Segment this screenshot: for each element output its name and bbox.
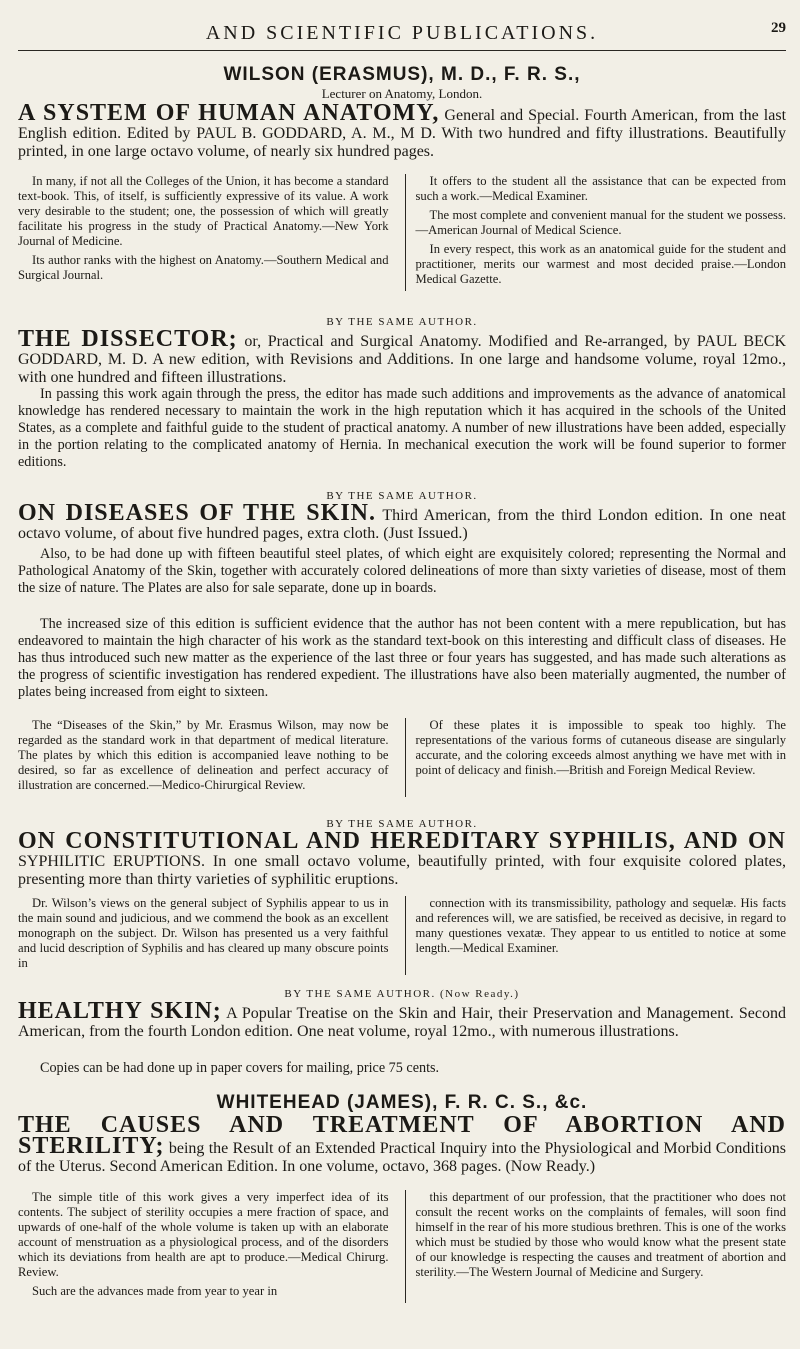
entry-abortion-sterility [18, 1112, 786, 1176]
review-text: Of these plates it is impossible to speak too highly. The representations of the various forms of cutaneous disease are singularly accurate, and the coloring exceeds almost anything we have met with in point of delicacy and finish.—British and Foreign Medical Review. [415, 718, 786, 777]
reviews-left-column [18, 1190, 389, 1303]
entry-syphilis [18, 828, 786, 889]
entry-diseases-skin-heading: ON DISEASES OF THE SKIN. [18, 500, 376, 526]
reviews-right-column [405, 174, 787, 291]
reviews-left-column [18, 174, 389, 291]
entry-dissector-text: or, Practical and Surgical Anatomy. Modified and Re-arranged, by PAUL BECK GODDARD, M. D. A new edition, with Revisions and Additions. In one large and handsome volume, royal 12mo., with one hundred and fifteen illustrations. [18, 333, 786, 386]
review-text: The simple title of this work gives a very imperfect idea of its contents. The subject of sterility occupies a mere fraction of space, and upwards of one-half of the whole volume is taken up with an elaborate account of menstruation as a physiological process, and of the disorders which its deviations from health are apt to produce.—Medical Chirurg. Review. [18, 1190, 389, 1279]
book-catalog-page [18, 0, 786, 1349]
entry-healthy-skin [18, 998, 786, 1041]
reviews-left-column [18, 896, 389, 975]
entry-diseases-skin [18, 500, 787, 543]
entry-diseases-skin-plates: Also, to be had done up with fifteen beautiful steel plates, of which eight are exquisitely colored; representing the Normal and Pathological Anatomy of the Skin, together with accurately colored delineations of more than sixty varieties of disease, most of them the size of nature. The Plates are also for sale separate, done up in boards. [18, 546, 786, 596]
author-whitehead-name: WHITEHEAD (JAMES), F. R. C. S., &c. [216, 1092, 588, 1113]
running-head [18, 14, 786, 51]
review-text: this department of our profession, that the practitioner who does not consult the recent works on the complaints of females, will soon find himself in the rear of his more studious brethren. This is one of the works which must be studied by those who would know what the present state of our knowledge is respecting the causes and treatment of abortion and sterility.—The Western Journal of Medicine and Surgery. [415, 1190, 786, 1279]
review-text: Such are the advances made from year to year in [32, 1284, 278, 1298]
review-text: In every respect, this work as an anatomical guide for the student and practitioner, merits our warmest and most decided praise.—London Medical Gazette. [415, 242, 786, 286]
reviews-left-column [18, 718, 389, 797]
page-number: 29 [771, 20, 786, 36]
reviews-abortion-sterility [18, 1190, 786, 1303]
entry-abortion-sterility-text: being the Result of an Extended Practical Inquiry into the Physiological and Morbid Conditions of the Uterus. Second American Edition. In one volume, octavo, 368 pages. (Now Ready.) [18, 1140, 786, 1175]
review-text: It offers to the student all the assistance that can be expected from such a work.—Medical Examiner. [415, 174, 786, 203]
reviews-right-column [405, 896, 787, 975]
review-text: Dr. Wilson’s views on the general subject of Syphilis appear to us in the main sound and judicious, and we commend the book as an excellent monograph on the subject. Dr. Wilson has presented us a very faithful and lucid description of Syphilis and has cleared up many obscure points in [18, 896, 389, 970]
entry-abortion-sterility-heading: THE CAUSES AND TREATMENT OF ABORTION AND STERILITY; [18, 1112, 786, 1159]
entry-diseases-skin-text: Third American, from the third London edition. In one neat octavo volume, of about five hundred pages, extra cloth. (Just Issued.) [18, 507, 787, 542]
entry-dissector [18, 326, 786, 387]
entry-dissector-heading: THE DISSECTOR; [18, 326, 238, 352]
entry-dissector-description: In passing this work again through the press, the editor has made such additions and improvements as the advance of anatomical knowledge has rendered necessary to maintain the work in the high reputation which it has acquired in the schools of the United States, as a complete and faithful guide to the student of practical anatomy. A number of new illustrations have been added, especially in the portion relating to the complicated anatomy of Hernia. In mechanical execution the work will be found superior to former editions. [18, 386, 786, 470]
reviews-syphilis [18, 896, 786, 975]
entry-healthy-skin-text: A Popular Treatise on the Skin and Hair, their Preservation and Management. Second American, from the fourth London edition. One neat volume, royal 12mo., with numerous illustrations. [18, 1005, 786, 1040]
section-divider: BY THE SAME AUTHOR. [326, 316, 478, 328]
section-divider: BY THE SAME AUTHOR. [326, 818, 478, 830]
section-divider: BY THE SAME AUTHOR. [326, 490, 478, 502]
entry-diseases-skin-description: The increased size of this edition is sufficient evidence that the author has not been content with a mere republication, but has endeavored to maintain the high character of his work as the standard text-book on this interesting and difficult class of diseases. He has thus introduced such new matter as the experience of the last three or four years has suggested, and has made such alterations as the progress of scientific investigation has rendered expedient. The illustrations have also been materially augmented, the number of plates being increased from eight to sixteen. [18, 616, 786, 700]
review-text: Its author ranks with the highest on Anatomy.—Southern Medical and Surgical Journal. [18, 253, 389, 282]
review-text: The most complete and convenient manual for the student we possess.—American Journal of Medical Science. [415, 208, 786, 237]
reviews-right-column [405, 1190, 787, 1303]
entry-healthy-skin-heading: HEALTHY SKIN; [18, 998, 222, 1024]
review-text: In many, if not all the Colleges of the Union, it has become a standard text-book. This, of itself, is sufficiently expressive of its value. A work very desirable to the student; one, the possession of which will greatly facilitate his progress in the study of Practical Anatomy.—New York Journal of Medicine. [18, 174, 389, 248]
entry-human-anatomy-text: General and Special. Fourth American, from the last English edition. Edited by PAUL B. GODDARD, A. M., M D. With two hundred and fifty illustrations. Beautifully printed, in one large octavo volume, of nearly six hundred pages. [18, 107, 787, 160]
reviews-human-anatomy [18, 174, 786, 291]
entry-syphilis-text: SYPHILITIC ERUPTIONS. In one small octavo volume, beautifully printed, with four exquisite colored plates, presenting more than thirty varieties of syphilitic eruptions. [18, 853, 786, 888]
entry-syphilis-heading: ON CONSTITUTIONAL AND HEREDITARY SYPHILIS, AND ON [18, 828, 786, 854]
running-head-title: AND SCIENTIFIC PUBLICATIONS. [205, 22, 599, 44]
reviews-right-column [405, 718, 787, 797]
entry-healthy-skin-note: Copies can be had done up in paper covers for mailing, price 75 cents. [40, 1060, 440, 1076]
section-divider: BY THE SAME AUTHOR. (Now Ready.) [284, 988, 520, 1000]
review-text: The “Diseases of the Skin,” by Mr. Erasmus Wilson, may now be regarded as the standard work in that department of medical literature. The plates by which this edition is accompanied leave nothing to be desired, so far as excellence of delineation and perfect accuracy of illustration are concerned.—Medico-Chirurgical Review. [18, 718, 389, 792]
entry-human-anatomy-heading: A SYSTEM OF HUMAN ANATOMY, [18, 100, 440, 126]
entry-human-anatomy [18, 100, 787, 161]
reviews-diseases-skin [18, 718, 786, 797]
author-wilson-title: Lecturer on Anatomy, London. [321, 86, 483, 101]
author-wilson-name: WILSON (ERASMUS), M. D., F. R. S., [223, 64, 581, 85]
review-text: connection with its transmissibility, pathology and sequelæ. His facts and references will, we are satisfied, be received as decisive, in regard to many questiones vexatæ. They appear to us entitled to notice at some length.—Medical Examiner. [415, 896, 786, 955]
